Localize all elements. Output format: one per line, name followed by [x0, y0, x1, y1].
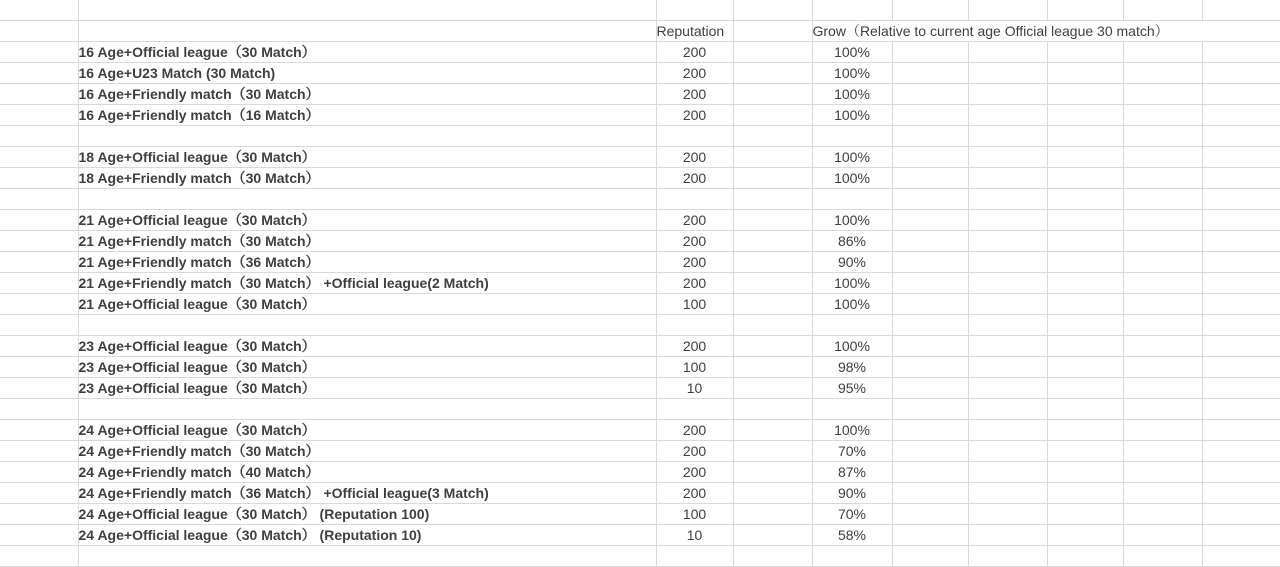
row-label-cell[interactable]: 18 Age+Official league（30 Match）	[78, 147, 656, 168]
empty-cell[interactable]	[1123, 0, 1202, 21]
empty-cell[interactable]	[812, 126, 892, 147]
row-label-cell[interactable]: 24 Age+Friendly match（30 Match）	[78, 441, 656, 462]
empty-cell[interactable]	[0, 168, 78, 189]
empty-cell[interactable]	[656, 546, 733, 567]
sheet-row	[0, 231, 1280, 252]
row-label-cell[interactable]: 21 Age+Official league（30 Match）	[78, 294, 656, 315]
empty-cell[interactable]	[968, 168, 1047, 189]
empty-cell[interactable]	[1047, 105, 1123, 126]
empty-cell[interactable]	[733, 462, 812, 483]
empty-cell[interactable]	[0, 315, 78, 336]
empty-cell[interactable]	[0, 441, 78, 462]
empty-cell[interactable]	[968, 273, 1047, 294]
empty-cell[interactable]	[78, 21, 656, 42]
empty-cell[interactable]	[812, 546, 892, 567]
empty-cell[interactable]	[1202, 441, 1280, 462]
sheet-row	[0, 546, 1280, 567]
empty-cell[interactable]	[733, 126, 812, 147]
empty-cell[interactable]	[1123, 378, 1202, 399]
empty-cell[interactable]	[1123, 357, 1202, 378]
sheet-row	[0, 252, 1280, 273]
empty-cell[interactable]	[1047, 0, 1123, 21]
empty-cell[interactable]	[1123, 210, 1202, 231]
empty-cell[interactable]	[1202, 378, 1280, 399]
empty-cell[interactable]	[0, 504, 78, 525]
empty-cell[interactable]	[968, 504, 1047, 525]
grow-value-cell[interactable]: 70%	[812, 504, 892, 525]
row-label-cell[interactable]: 24 Age+Official league（30 Match）	[78, 420, 656, 441]
empty-cell[interactable]	[733, 420, 812, 441]
empty-cell[interactable]	[733, 273, 812, 294]
empty-cell[interactable]	[812, 315, 892, 336]
empty-cell[interactable]	[1202, 315, 1280, 336]
grow-value-cell[interactable]: 58%	[812, 525, 892, 546]
empty-cell[interactable]	[1123, 252, 1202, 273]
empty-cell[interactable]	[892, 525, 968, 546]
empty-cell[interactable]	[1047, 525, 1123, 546]
reputation-value-cell[interactable]: 200	[656, 168, 733, 189]
sheet-row	[0, 378, 1280, 399]
empty-cell[interactable]	[0, 336, 78, 357]
empty-cell[interactable]	[968, 126, 1047, 147]
empty-cell[interactable]	[968, 441, 1047, 462]
empty-cell[interactable]	[1047, 126, 1123, 147]
empty-cell[interactable]	[1047, 252, 1123, 273]
sheet-row	[0, 525, 1280, 546]
empty-cell[interactable]	[733, 63, 812, 84]
empty-cell[interactable]	[1202, 420, 1280, 441]
empty-cell[interactable]	[968, 399, 1047, 420]
empty-cell[interactable]	[1047, 504, 1123, 525]
row-label-cell[interactable]: 23 Age+Official league（30 Match）	[78, 336, 656, 357]
empty-cell[interactable]	[1123, 483, 1202, 504]
reputation-value-cell[interactable]: 100	[656, 294, 733, 315]
empty-cell[interactable]	[892, 42, 968, 63]
empty-cell[interactable]	[968, 147, 1047, 168]
empty-cell[interactable]	[892, 462, 968, 483]
empty-cell[interactable]	[1047, 147, 1123, 168]
empty-cell[interactable]	[1123, 462, 1202, 483]
empty-cell[interactable]	[1047, 273, 1123, 294]
sheet-row	[0, 210, 1280, 231]
reputation-value-cell[interactable]: 200	[656, 483, 733, 504]
empty-cell[interactable]	[1202, 189, 1280, 210]
empty-cell[interactable]	[733, 378, 812, 399]
sheet-row	[0, 147, 1280, 168]
empty-cell[interactable]	[0, 231, 78, 252]
empty-cell[interactable]	[733, 42, 812, 63]
row-label-cell[interactable]: 18 Age+Friendly match（30 Match）	[78, 168, 656, 189]
sheet-row	[0, 294, 1280, 315]
empty-cell[interactable]	[1047, 63, 1123, 84]
empty-cell[interactable]	[892, 420, 968, 441]
sheet-row	[0, 63, 1280, 84]
empty-cell[interactable]	[1047, 378, 1123, 399]
empty-cell[interactable]	[968, 252, 1047, 273]
grow-value-cell[interactable]: 100%	[812, 273, 892, 294]
empty-cell[interactable]	[1123, 525, 1202, 546]
reputation-value-cell[interactable]: 200	[656, 441, 733, 462]
empty-cell[interactable]	[1123, 315, 1202, 336]
empty-cell[interactable]	[968, 336, 1047, 357]
empty-cell[interactable]	[968, 378, 1047, 399]
empty-cell[interactable]	[1123, 189, 1202, 210]
empty-cell[interactable]	[1123, 420, 1202, 441]
empty-cell[interactable]	[812, 399, 892, 420]
sheet-row	[0, 441, 1280, 462]
empty-cell[interactable]	[0, 210, 78, 231]
empty-cell[interactable]	[968, 63, 1047, 84]
empty-cell[interactable]	[1047, 168, 1123, 189]
reputation-value-cell[interactable]: 200	[656, 147, 733, 168]
empty-cell[interactable]	[892, 546, 968, 567]
empty-cell[interactable]	[1202, 357, 1280, 378]
empty-cell[interactable]	[0, 420, 78, 441]
empty-cell[interactable]	[0, 63, 78, 84]
sheet-row	[0, 21, 1280, 42]
grow-value-cell[interactable]: 90%	[812, 252, 892, 273]
empty-cell[interactable]	[1123, 294, 1202, 315]
empty-cell[interactable]	[78, 399, 656, 420]
empty-cell[interactable]	[1047, 210, 1123, 231]
empty-cell[interactable]	[1047, 189, 1123, 210]
empty-cell[interactable]	[1047, 42, 1123, 63]
empty-cell[interactable]	[733, 189, 812, 210]
empty-cell[interactable]	[0, 126, 78, 147]
empty-cell[interactable]	[968, 42, 1047, 63]
empty-cell[interactable]	[892, 231, 968, 252]
empty-cell[interactable]	[1202, 336, 1280, 357]
empty-cell[interactable]	[656, 315, 733, 336]
empty-cell[interactable]	[1202, 462, 1280, 483]
sheet-row	[0, 84, 1280, 105]
empty-cell[interactable]	[1047, 336, 1123, 357]
empty-cell[interactable]	[733, 357, 812, 378]
empty-cell[interactable]	[1123, 441, 1202, 462]
reputation-value-cell[interactable]: 200	[656, 210, 733, 231]
empty-cell[interactable]	[0, 105, 78, 126]
row-label-cell[interactable]: 23 Age+Official league（30 Match）	[78, 378, 656, 399]
empty-cell[interactable]	[1123, 105, 1202, 126]
grow-value-cell[interactable]: 87%	[812, 462, 892, 483]
empty-cell[interactable]	[733, 105, 812, 126]
empty-cell[interactable]	[1202, 546, 1280, 567]
empty-cell[interactable]	[1123, 42, 1202, 63]
empty-cell[interactable]	[892, 357, 968, 378]
empty-cell[interactable]	[1047, 441, 1123, 462]
empty-cell[interactable]	[0, 21, 78, 42]
empty-cell[interactable]	[0, 378, 78, 399]
sheet-row	[0, 462, 1280, 483]
grow-value-cell[interactable]: 86%	[812, 231, 892, 252]
empty-cell[interactable]	[1123, 63, 1202, 84]
empty-cell[interactable]	[1123, 147, 1202, 168]
empty-cell[interactable]	[812, 189, 892, 210]
row-label-cell[interactable]: 16 Age+Friendly match（30 Match）	[78, 84, 656, 105]
grow-value-cell[interactable]: 95%	[812, 378, 892, 399]
row-label-cell[interactable]: 16 Age+U23 Match (30 Match)	[78, 63, 656, 84]
empty-cell[interactable]	[78, 126, 656, 147]
empty-cell[interactable]	[1202, 483, 1280, 504]
empty-cell[interactable]	[78, 315, 656, 336]
sheet-row	[0, 399, 1280, 420]
empty-cell[interactable]	[0, 462, 78, 483]
reputation-value-cell[interactable]: 200	[656, 105, 733, 126]
empty-cell[interactable]	[892, 294, 968, 315]
reputation-value-cell[interactable]: 200	[656, 252, 733, 273]
empty-cell[interactable]	[733, 441, 812, 462]
empty-cell[interactable]	[892, 210, 968, 231]
empty-cell[interactable]	[0, 0, 78, 21]
empty-cell[interactable]	[1202, 231, 1280, 252]
sheet-row	[0, 42, 1280, 63]
row-label-cell[interactable]: 24 Age+Official league（30 Match） (Reputation 100)	[78, 504, 656, 525]
empty-cell[interactable]	[968, 294, 1047, 315]
grow-value-cell[interactable]: 100%	[812, 42, 892, 63]
row-label-cell[interactable]: 21 Age+Friendly match（30 Match）	[78, 231, 656, 252]
reputation-value-cell[interactable]: 200	[656, 231, 733, 252]
grow-value-cell[interactable]: 100%	[812, 105, 892, 126]
empty-cell[interactable]	[733, 231, 812, 252]
empty-cell[interactable]	[1202, 126, 1280, 147]
empty-cell[interactable]	[0, 399, 78, 420]
empty-cell[interactable]	[892, 189, 968, 210]
grow-value-cell[interactable]: 100%	[812, 420, 892, 441]
empty-cell[interactable]	[733, 483, 812, 504]
empty-cell[interactable]	[968, 231, 1047, 252]
sheet-row	[0, 126, 1280, 147]
empty-cell[interactable]	[968, 315, 1047, 336]
empty-cell[interactable]	[892, 84, 968, 105]
sheet-row	[0, 357, 1280, 378]
empty-cell[interactable]	[892, 0, 968, 21]
reputation-value-cell[interactable]: 200	[656, 462, 733, 483]
row-label-cell[interactable]: 23 Age+Official league（30 Match）	[78, 357, 656, 378]
row-label-cell[interactable]: 21 Age+Friendly match（30 Match） +Official league(2 Match)	[78, 273, 656, 294]
empty-cell[interactable]	[892, 315, 968, 336]
empty-cell[interactable]	[78, 546, 656, 567]
empty-cell[interactable]	[656, 126, 733, 147]
reputation-value-cell[interactable]: 200	[656, 63, 733, 84]
empty-cell[interactable]	[1047, 546, 1123, 567]
empty-cell[interactable]	[733, 294, 812, 315]
reputation-value-cell[interactable]: 100	[656, 504, 733, 525]
empty-cell[interactable]	[733, 252, 812, 273]
grow-value-cell[interactable]: 100%	[812, 210, 892, 231]
empty-cell[interactable]	[968, 105, 1047, 126]
empty-cell[interactable]	[733, 546, 812, 567]
empty-cell[interactable]	[968, 525, 1047, 546]
empty-cell[interactable]	[733, 210, 812, 231]
empty-cell[interactable]	[892, 147, 968, 168]
empty-cell[interactable]	[1047, 399, 1123, 420]
grow-value-cell[interactable]: 100%	[812, 168, 892, 189]
sheet-row	[0, 483, 1280, 504]
grow-value-cell[interactable]: 70%	[812, 441, 892, 462]
empty-cell[interactable]	[1047, 84, 1123, 105]
empty-cell[interactable]	[733, 399, 812, 420]
empty-cell[interactable]	[968, 462, 1047, 483]
reputation-value-cell[interactable]: 200	[656, 84, 733, 105]
grow-value-cell[interactable]: 100%	[812, 294, 892, 315]
empty-cell[interactable]	[892, 504, 968, 525]
empty-cell[interactable]	[892, 105, 968, 126]
empty-cell[interactable]	[1123, 168, 1202, 189]
grow-value-cell[interactable]: 100%	[812, 336, 892, 357]
sheet-row	[0, 273, 1280, 294]
empty-cell[interactable]	[1047, 315, 1123, 336]
empty-cell[interactable]	[0, 546, 78, 567]
empty-cell[interactable]	[892, 273, 968, 294]
empty-cell[interactable]	[1123, 126, 1202, 147]
empty-cell[interactable]	[733, 168, 812, 189]
sheet-row	[0, 0, 1280, 21]
empty-cell[interactable]	[733, 336, 812, 357]
empty-cell[interactable]	[892, 483, 968, 504]
empty-cell[interactable]	[733, 147, 812, 168]
empty-cell[interactable]	[0, 483, 78, 504]
reputation-value-cell[interactable]: 200	[656, 420, 733, 441]
row-label-cell[interactable]: 24 Age+Friendly match（40 Match）	[78, 462, 656, 483]
empty-cell[interactable]	[1202, 147, 1280, 168]
sheet-row	[0, 420, 1280, 441]
empty-cell[interactable]	[78, 0, 656, 21]
reputation-value-cell[interactable]: 10	[656, 378, 733, 399]
row-label-cell[interactable]: 16 Age+Friendly match（16 Match）	[78, 105, 656, 126]
empty-cell[interactable]	[1123, 546, 1202, 567]
reputation-value-cell[interactable]: 100	[656, 357, 733, 378]
empty-cell[interactable]	[1047, 420, 1123, 441]
empty-cell[interactable]	[892, 63, 968, 84]
empty-cell[interactable]	[0, 525, 78, 546]
empty-cell[interactable]	[892, 441, 968, 462]
sheet-row	[0, 336, 1280, 357]
empty-cell[interactable]	[968, 357, 1047, 378]
empty-cell[interactable]	[0, 294, 78, 315]
empty-cell[interactable]	[733, 84, 812, 105]
empty-cell[interactable]	[1202, 294, 1280, 315]
empty-cell[interactable]	[892, 336, 968, 357]
reputation-value-cell[interactable]: 200	[656, 336, 733, 357]
empty-cell[interactable]	[968, 546, 1047, 567]
empty-cell[interactable]	[1123, 504, 1202, 525]
empty-cell[interactable]	[0, 189, 78, 210]
reputation-value-cell[interactable]: 10	[656, 525, 733, 546]
grow-value-cell[interactable]: 100%	[812, 63, 892, 84]
empty-cell[interactable]	[1202, 0, 1280, 21]
empty-cell[interactable]	[1202, 210, 1280, 231]
empty-cell[interactable]	[1202, 84, 1280, 105]
empty-cell[interactable]	[892, 252, 968, 273]
empty-cell[interactable]	[656, 0, 733, 21]
empty-cell[interactable]	[733, 0, 812, 21]
empty-cell[interactable]	[968, 420, 1047, 441]
reputation-value-cell[interactable]: 200	[656, 273, 733, 294]
empty-cell[interactable]	[1123, 336, 1202, 357]
row-label-cell[interactable]: 24 Age+Official league（30 Match） (Reputation 10)	[78, 525, 656, 546]
empty-cell[interactable]	[1123, 399, 1202, 420]
empty-cell[interactable]	[0, 357, 78, 378]
empty-cell[interactable]	[892, 399, 968, 420]
empty-cell[interactable]	[968, 189, 1047, 210]
empty-cell[interactable]	[812, 0, 892, 21]
row-label-cell[interactable]: 24 Age+Friendly match（36 Match） +Official league(3 Match)	[78, 483, 656, 504]
reputation-value-cell[interactable]: 200	[656, 42, 733, 63]
empty-cell[interactable]	[1202, 525, 1280, 546]
sheet-row	[0, 189, 1280, 210]
empty-cell[interactable]	[1202, 504, 1280, 525]
grow-value-cell[interactable]: 98%	[812, 357, 892, 378]
sheet-row	[0, 315, 1280, 336]
empty-cell[interactable]	[968, 210, 1047, 231]
empty-cell[interactable]	[656, 189, 733, 210]
empty-cell[interactable]	[0, 273, 78, 294]
grow-value-cell[interactable]: 90%	[812, 483, 892, 504]
empty-cell[interactable]	[1047, 483, 1123, 504]
reputation-header-cell[interactable]: Reputation	[656, 21, 733, 42]
empty-cell[interactable]	[1202, 399, 1280, 420]
empty-cell[interactable]	[0, 84, 78, 105]
empty-cell[interactable]	[968, 0, 1047, 21]
empty-cell[interactable]	[78, 189, 656, 210]
empty-cell[interactable]	[1202, 168, 1280, 189]
empty-cell[interactable]	[0, 252, 78, 273]
grow-value-cell[interactable]: 100%	[812, 84, 892, 105]
empty-cell[interactable]	[1047, 294, 1123, 315]
empty-cell[interactable]	[892, 126, 968, 147]
empty-cell[interactable]	[1123, 84, 1202, 105]
empty-cell[interactable]	[1047, 462, 1123, 483]
empty-cell[interactable]	[1202, 63, 1280, 84]
empty-cell[interactable]	[733, 525, 812, 546]
grow-header-cell[interactable]: Grow（Relative to current age Official league 30 match）	[812, 21, 1280, 42]
row-label-cell[interactable]: 21 Age+Official league（30 Match）	[78, 210, 656, 231]
empty-cell[interactable]	[1123, 273, 1202, 294]
empty-cell[interactable]	[1202, 105, 1280, 126]
empty-cell[interactable]	[733, 504, 812, 525]
row-label-cell[interactable]: 16 Age+Official league（30 Match）	[78, 42, 656, 63]
empty-cell[interactable]	[0, 42, 78, 63]
empty-cell[interactable]	[0, 147, 78, 168]
empty-cell[interactable]	[1047, 231, 1123, 252]
empty-cell[interactable]	[1202, 42, 1280, 63]
empty-cell[interactable]	[968, 84, 1047, 105]
sheet-row	[0, 504, 1280, 525]
empty-cell[interactable]	[733, 315, 812, 336]
empty-cell[interactable]	[892, 378, 968, 399]
row-label-cell[interactable]: 21 Age+Friendly match（36 Match）	[78, 252, 656, 273]
empty-cell[interactable]	[1202, 273, 1280, 294]
sheet-row	[0, 168, 1280, 189]
empty-cell[interactable]	[1123, 231, 1202, 252]
sheet-row	[0, 105, 1280, 126]
empty-cell[interactable]	[656, 399, 733, 420]
empty-cell[interactable]	[892, 168, 968, 189]
empty-cell[interactable]	[733, 21, 812, 42]
grow-value-cell[interactable]: 100%	[812, 147, 892, 168]
empty-cell[interactable]	[1202, 252, 1280, 273]
empty-cell[interactable]	[1047, 357, 1123, 378]
empty-cell[interactable]	[968, 483, 1047, 504]
